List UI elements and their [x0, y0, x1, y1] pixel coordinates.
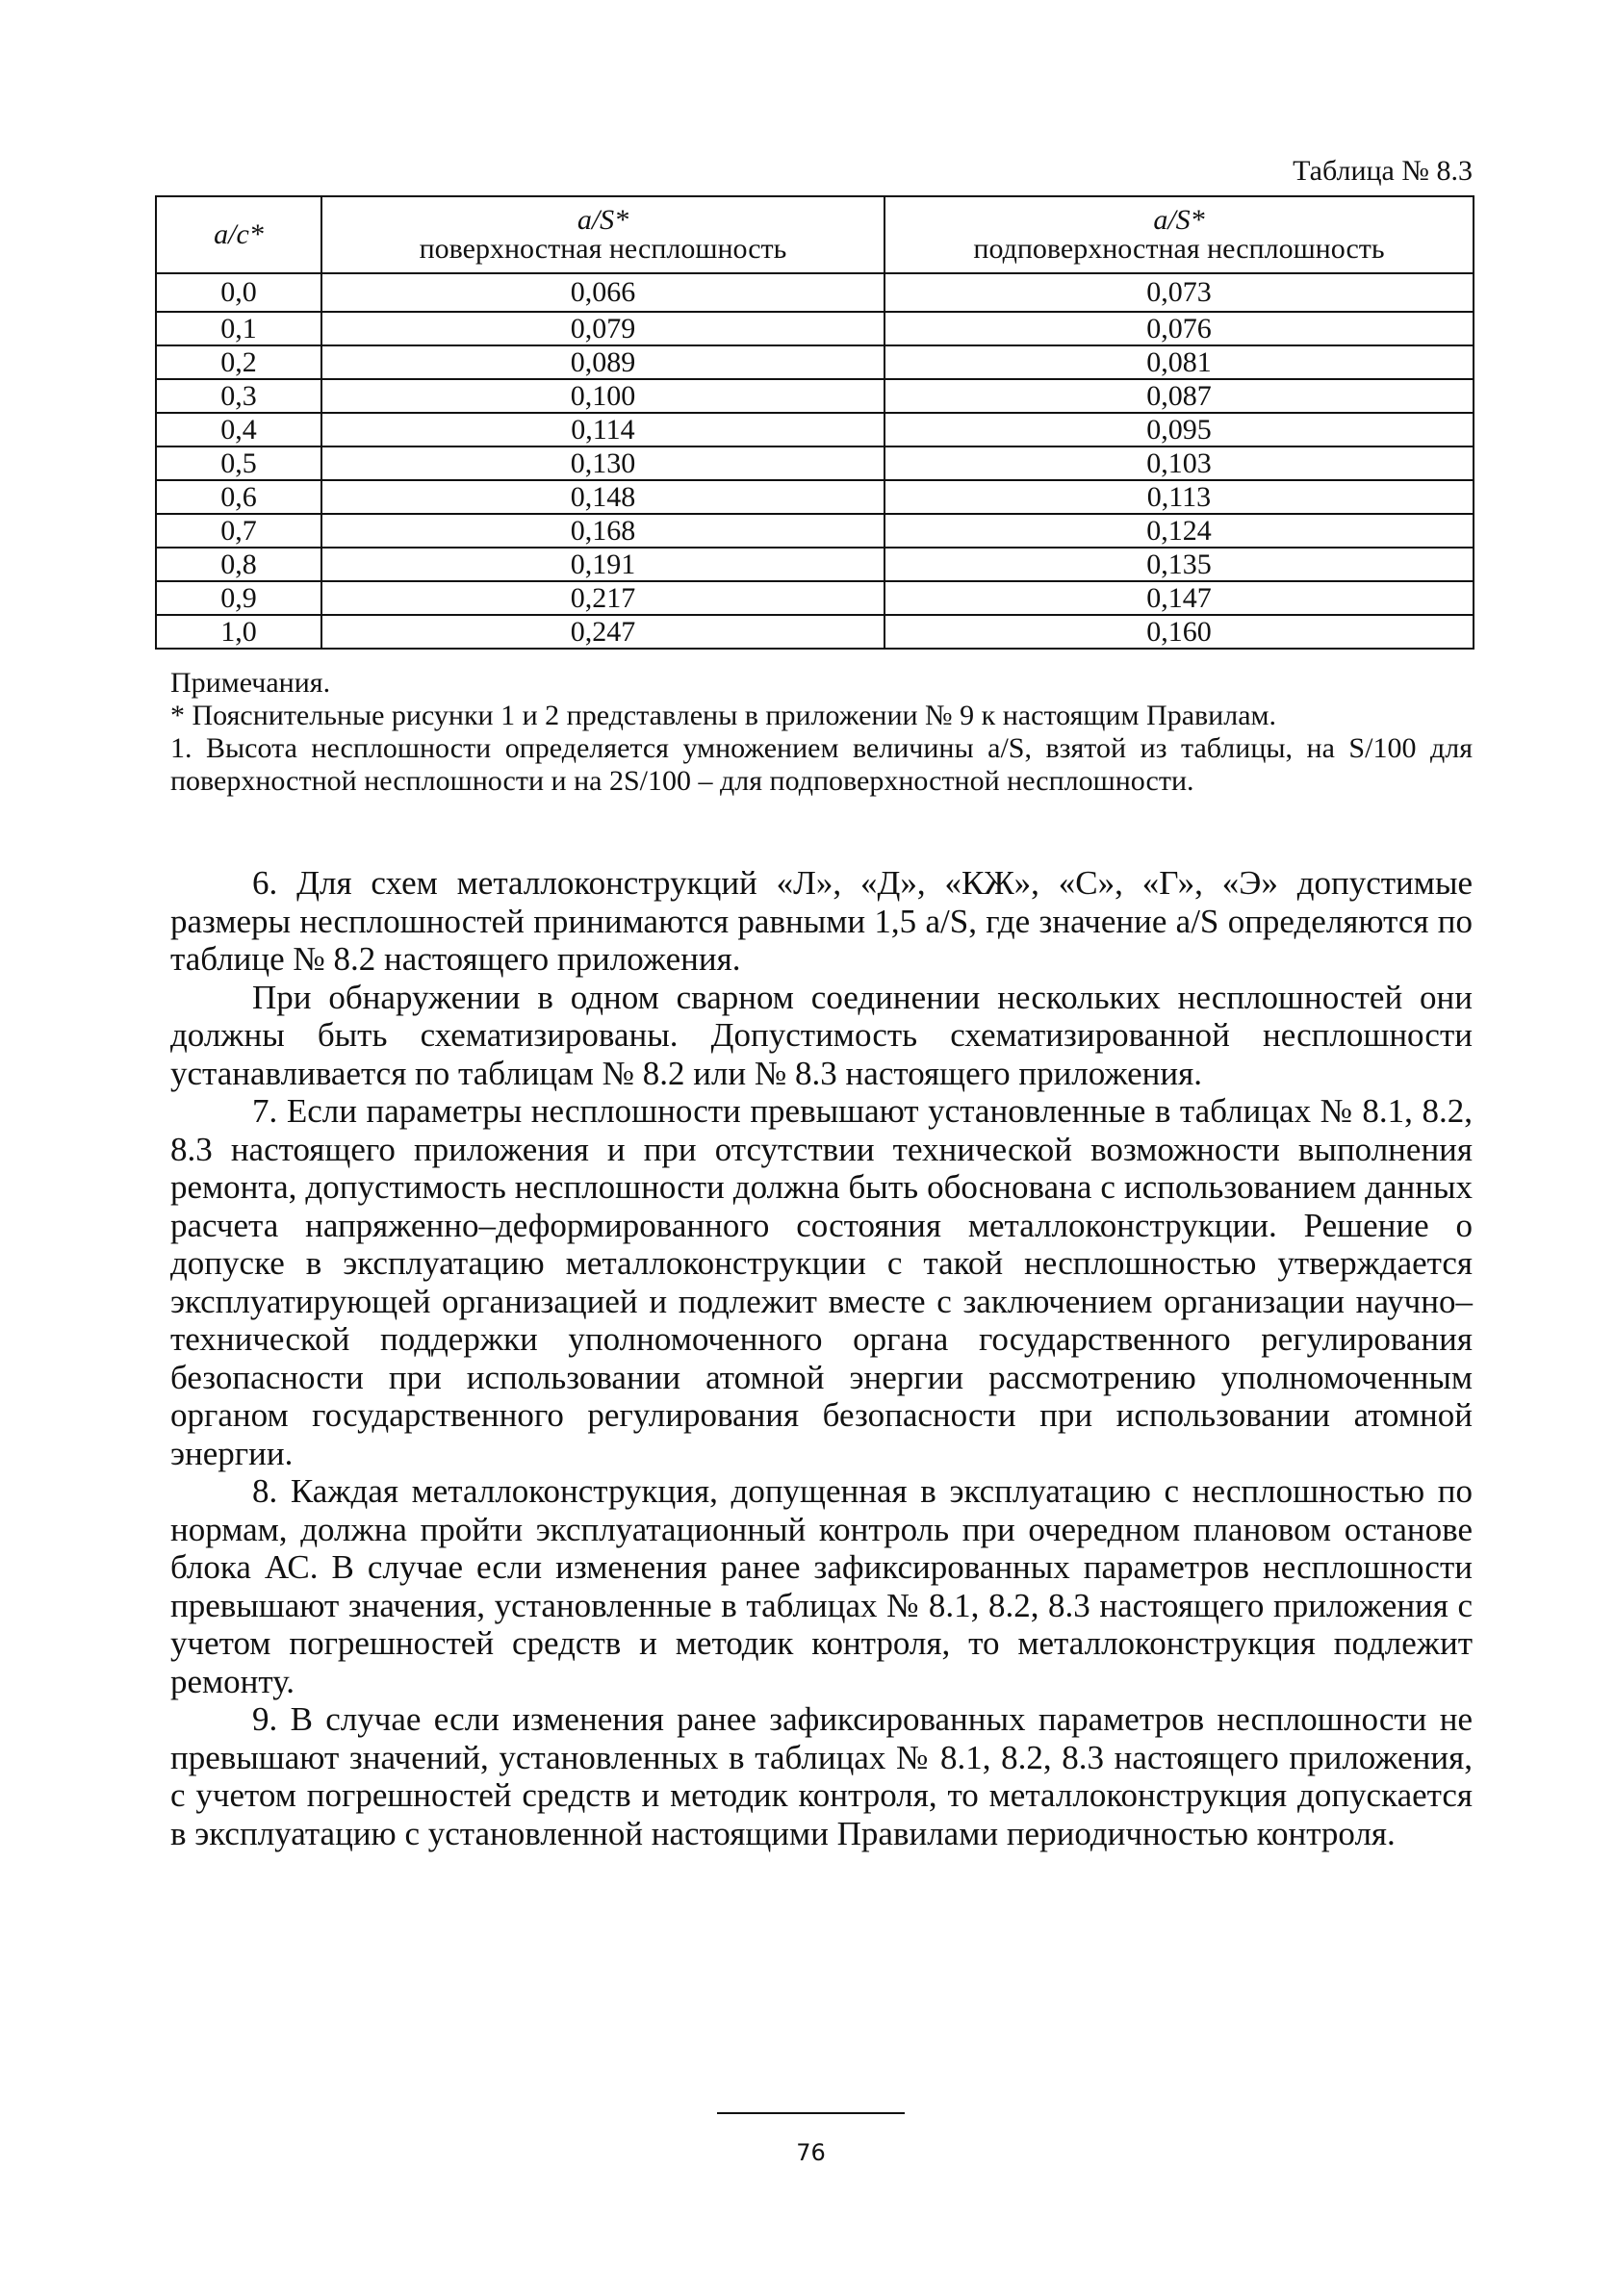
table-row: [156, 446, 1474, 480]
header-surface: [321, 196, 884, 273]
body-text: [170, 864, 1473, 1852]
cell-subsurface: 0,147: [884, 581, 1474, 615]
table-row: [156, 581, 1474, 615]
paragraph-8: 8. Каждая металлоконструкция, допущенная в эксплуатацию с несплошностью по нормам, должна пройти эксплуатационный контроль при очередном плановом останове блока АС. В случае если изменения ранее зафиксированных параметров несплошности превышают значения, установленные в таблицах № 8.1, 8.2, 8.3 настоящего приложения с учетом погрешностей средств и методик контроля, то металлоконструкция подлежит ремонту.: [170, 1472, 1473, 1700]
paragraph-7: 7. Если параметры несплошности превышают установленные в таблицах № 8.1, 8.2, 8.3 настоящего приложения и при отсутствии технической возможности выполнения ремонта, допустимость несплошности должна быть обоснована с использованием данных расчета напряженно–деформированного состояния металлоконструкции. Решение о допуске в эксплуатацию металлоконструкции с такой несплошностью утверждается эксплуатирующей организацией и подлежит вместе с заключением организации научно–технической поддержки уполномоченного органа государственного регулирования безопасности при использовании атомной энергии рассмотрению уполномоченным органом государственного регулирования безопасности при использовании атомной энергии.: [170, 1092, 1473, 1472]
header-subsurface: [884, 196, 1474, 273]
cell-subsurface: 0,095: [884, 413, 1474, 446]
table-row: [156, 480, 1474, 514]
cell-a-c: 0,2: [156, 345, 321, 379]
table-caption: Таблица № 8.3: [1293, 155, 1473, 187]
cell-surface: 0,130: [321, 446, 884, 480]
cell-subsurface: 0,087: [884, 379, 1474, 413]
cell-subsurface: 0,135: [884, 548, 1474, 581]
cell-subsurface: 0,073: [884, 273, 1474, 312]
table-row: [156, 312, 1474, 345]
cell-surface: 0,191: [321, 548, 884, 581]
cell-subsurface: 0,160: [884, 615, 1474, 649]
cell-surface: 0,100: [321, 379, 884, 413]
table-row: [156, 548, 1474, 581]
table-row: [156, 615, 1474, 649]
notes-item-1: 1. Высота несплошности определяется умножением величины a/S, взятой из таблицы, на S/100 для поверхностной несплошности и на 2S/100 – для подповерхностной несплошности.: [170, 732, 1473, 797]
cell-a-c: 0,4: [156, 413, 321, 446]
header-a-c: a/c*: [156, 196, 321, 273]
cell-a-c: 1,0: [156, 615, 321, 649]
cell-subsurface: 0,113: [884, 480, 1474, 514]
header-subsurface-label: подповерхностная несплошность: [973, 233, 1385, 265]
defect-size-table: [155, 195, 1474, 650]
notes-title: Примечания.: [170, 667, 331, 699]
cell-a-c: 0,0: [156, 273, 321, 312]
cell-subsurface: 0,081: [884, 345, 1474, 379]
cell-a-c: 0,8: [156, 548, 321, 581]
cell-a-c: 0,5: [156, 446, 321, 480]
cell-surface: 0,247: [321, 615, 884, 649]
cell-a-c: 0,7: [156, 514, 321, 548]
table-header-row: [156, 196, 1474, 273]
cell-surface: 0,168: [321, 514, 884, 548]
cell-a-c: 0,9: [156, 581, 321, 615]
cell-surface: 0,217: [321, 581, 884, 615]
header-subsurface-symbol: a/S*: [1153, 204, 1205, 236]
table-row: [156, 514, 1474, 548]
page-number: 76: [796, 2139, 826, 2166]
cell-subsurface: 0,124: [884, 514, 1474, 548]
table-row: [156, 345, 1474, 379]
notes-footnote: * Пояснительные рисунки 1 и 2 представлены в приложении № 9 к настоящим Правилам.: [170, 700, 1276, 731]
cell-subsurface: 0,103: [884, 446, 1474, 480]
table-row: [156, 379, 1474, 413]
paragraph-9: 9. В случае если изменения ранее зафиксированных параметров несплошности не превышают значений, установленных в таблицах № 8.1, 8.2, 8.3 настоящего приложения, с учетом погрешностей средств и методик контроля, то металлоконструкция допускается в эксплуатацию с установленной настоящими Правилами периодичностью контроля.: [170, 1700, 1473, 1852]
footer-divider: [717, 2112, 905, 2114]
paragraph-6: 6. Для схем металлоконструкций «Л», «Д», «КЖ», «С», «Г», «Э» допустимые размеры несплошностей принимаются равными 1,5 a/S, где значение a/S определяются по таблице № 8.2 настоящего приложения.: [170, 864, 1473, 978]
cell-surface: 0,066: [321, 273, 884, 312]
header-surface-symbol: a/S*: [577, 204, 629, 236]
cell-a-c: 0,1: [156, 312, 321, 345]
cell-subsurface: 0,076: [884, 312, 1474, 345]
table-row: [156, 413, 1474, 446]
paragraph-6-continued: При обнаружении в одном сварном соединении нескольких несплошностей они должны быть схематизированы. Допустимость схематизированной несплошности устанавливается по таблицам № 8.2 или № 8.3 настоящего приложения.: [170, 978, 1473, 1092]
cell-a-c: 0,3: [156, 379, 321, 413]
cell-surface: 0,089: [321, 345, 884, 379]
table-notes: [170, 667, 1473, 798]
cell-surface: 0,114: [321, 413, 884, 446]
table-row: [156, 273, 1474, 312]
header-surface-label: поверхностная несплошность: [419, 233, 787, 265]
cell-a-c: 0,6: [156, 480, 321, 514]
cell-surface: 0,079: [321, 312, 884, 345]
cell-surface: 0,148: [321, 480, 884, 514]
